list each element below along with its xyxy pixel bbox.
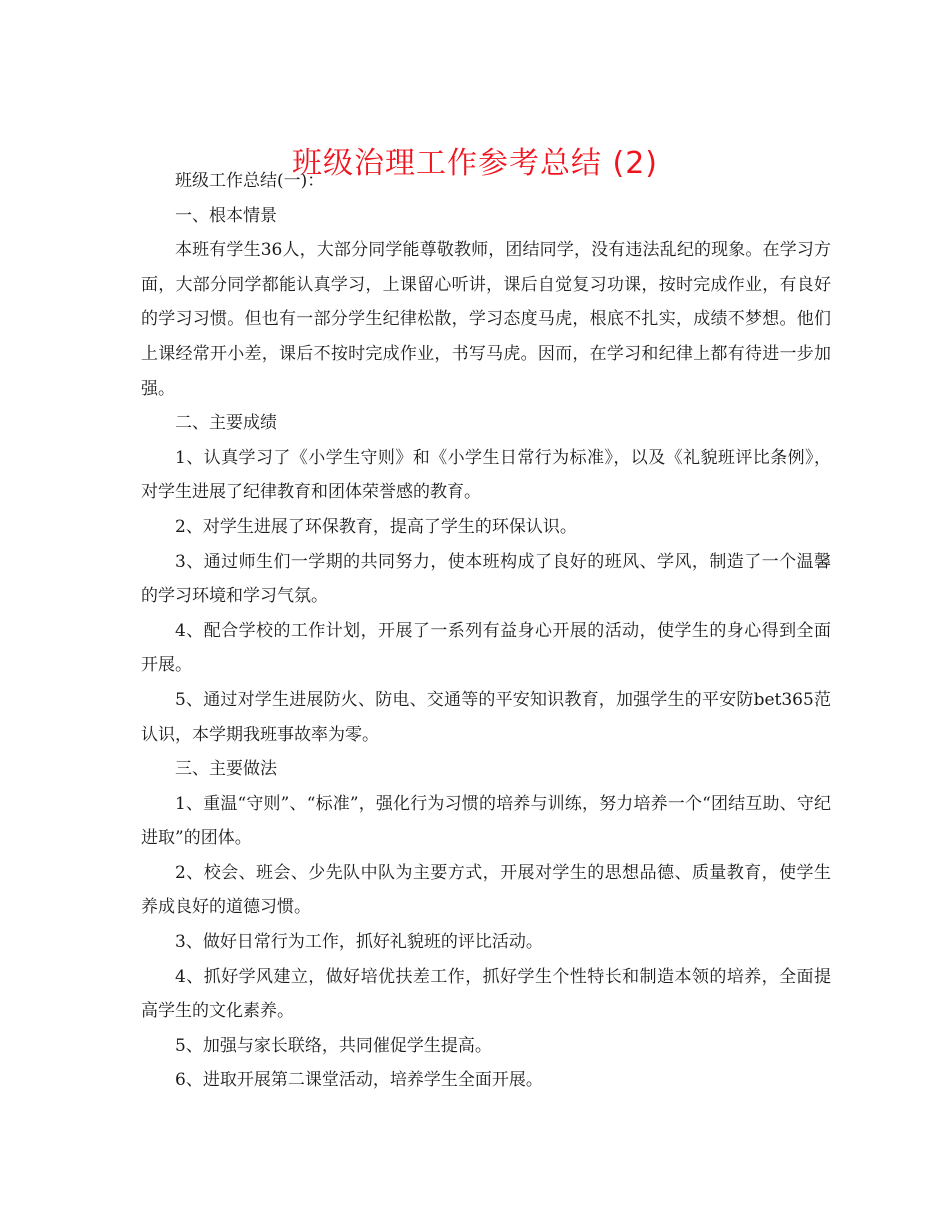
document-title: 班级治理工作参考总结 (2) xyxy=(291,146,659,182)
paragraph-achievement-1: 1、认真学习了《小学生守则》和《小学生日常行为标准》，以及《礼貌班评比条例》，对学生进展了纪律教育和团体荣誉感的教育。 xyxy=(141,447,831,503)
paragraph-achievement-5: 5、通过对学生进展防火、防电、交通等的平安知识教育，加强学生的平安防bet365范认识，本学期我班事故率为零。 xyxy=(141,689,831,745)
section-heading-main-methods: 三、主要做法 xyxy=(175,759,277,780)
document-body xyxy=(141,164,831,1098)
paragraph-method-5: 5、加强与家长联络，共同催促学生提高。 xyxy=(175,1035,492,1056)
paragraph-method-6: 6、进取开展第二课堂活动，培养学生全面开展。 xyxy=(175,1070,543,1091)
section-heading-basic-situation: 一、根本情景 xyxy=(175,205,277,226)
paragraph-achievement-2: 2、对学生进展了环保教育，提高了学生的环保认识。 xyxy=(175,516,577,537)
paragraph-method-1: 1、重温“守则”、“标准”，强化行为习惯的培养与训练，努力培养一个“团结互助、守纪进取”的团体。 xyxy=(141,793,831,849)
paragraph-basic-situation: 本班有学生36人，大部分同学能尊敬教师，团结同学，没有违法乱纪的现象。在学习方面，大部分同学都能认真学习，上课留心听讲，课后自觉复习功课，按时完成作业，有良好的学习习惯。但也有一部分学生纪律松散，学习态度马虎，根底不扎实，成绩不梦想。他们上课经常开小差，课后不按时完成作业，书写马虎。因而，在学习和纪律上都有待进一步加强。 xyxy=(141,240,831,399)
paragraph-method-2: 2、校会、班会、少先队中队为主要方式，开展对学生的思想品德、质量教育，使学生养成良好的道德习惯。 xyxy=(141,862,831,918)
section-heading-main-achievements: 二、主要成绩 xyxy=(175,413,277,434)
paragraph-achievement-4: 4、配合学校的工作计划，开展了一系列有益身心开展的活动，使学生的身心得到全面开展。 xyxy=(141,620,831,676)
paragraph-heading-intro: 班级工作总结(一)： xyxy=(175,171,325,191)
paragraph-method-4: 4、抓好学风建立，做好培优扶差工作，抓好学生个性特长和制造本领的培养，全面提高学生的文化素养。 xyxy=(141,966,831,1022)
paragraph-method-3: 3、做好日常行为工作，抓好礼貌班的评比活动。 xyxy=(175,932,543,953)
paragraph-achievement-3: 3、通过师生们一学期的共同努力，使本班构成了良好的班风、学风，制造了一个温馨的学习环境和学习气氛。 xyxy=(141,551,831,607)
